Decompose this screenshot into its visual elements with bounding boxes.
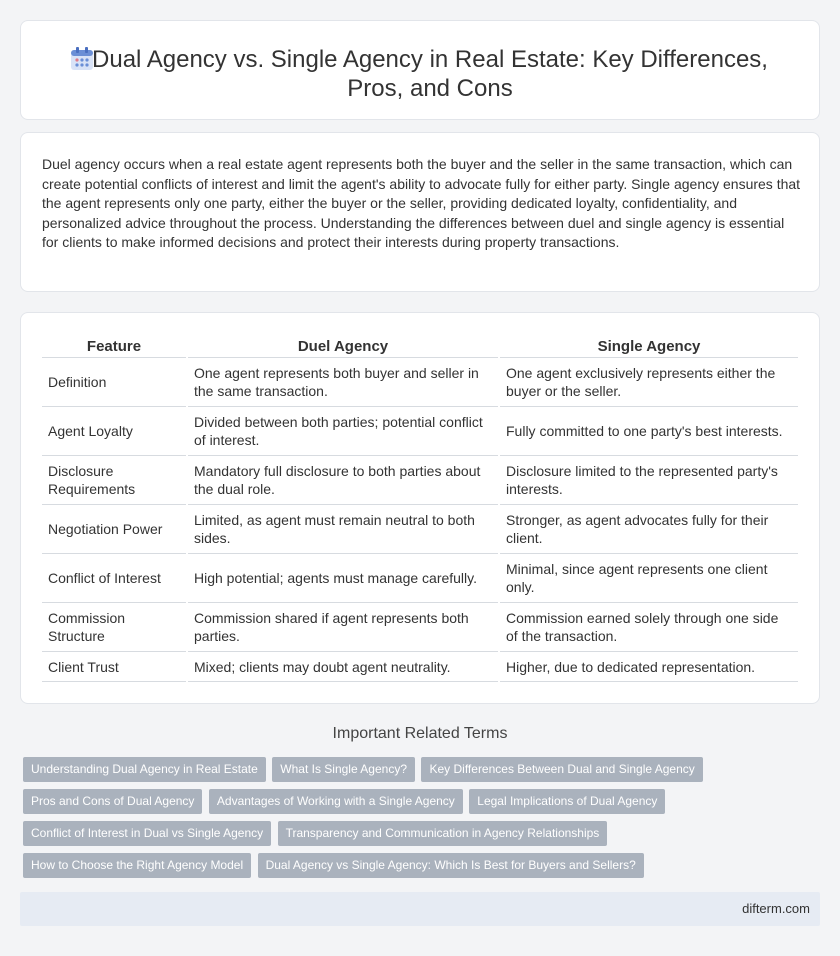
tag-row xyxy=(23,789,813,821)
intro-paragraph: Duel agency occurs when a real estate agent represents both the buyer and the seller in the same transaction, which can create potential conflicts of interest and limit the agent's ability to advocate fully for either party. Single agency ensures that the agent represents only one party, either the buyer or the seller, providing dedicated loyalty, confidentiality, and personalized advice throughout the process. Understanding the differences between duel and single agency is essential for clients to make informed decisions and protect their interests during property transactions. xyxy=(42,156,801,250)
table-header-row xyxy=(42,333,798,357)
table-cell: High potential; agents must manage carefully. xyxy=(187,553,499,602)
intro-card xyxy=(20,132,820,292)
table-cell: Client Trust xyxy=(42,651,187,681)
table-cell: Commission shared if agent represents both parties. xyxy=(187,602,499,651)
table-cell: Commission earned solely through one side of the transaction. xyxy=(499,602,798,651)
table-row xyxy=(42,602,798,651)
related-terms-list xyxy=(23,757,813,885)
table-row xyxy=(42,357,798,406)
tag-row xyxy=(23,853,813,885)
header-card xyxy=(20,20,820,120)
table-cell: Mandatory full disclosure to both parties about the dual role. xyxy=(187,455,499,504)
related-term-link[interactable]: Legal Implications of Dual Agency xyxy=(469,789,665,814)
header-feature: Feature xyxy=(42,333,187,357)
page-title xyxy=(21,45,819,103)
header-duel-agency: Duel Agency xyxy=(187,333,499,357)
table-cell: Definition xyxy=(42,357,187,406)
related-term-link[interactable]: Understanding Dual Agency in Real Estate xyxy=(23,757,266,782)
table-cell: Divided between both parties; potential conflict of interest. xyxy=(187,406,499,455)
related-term-link[interactable]: Transparency and Communication in Agency Relationships xyxy=(278,821,608,846)
related-term-link[interactable]: What Is Single Agency? xyxy=(272,757,415,782)
table-cell: One agent represents both buyer and seller in the same transaction. xyxy=(187,357,499,406)
table-cell: Higher, due to dedicated representation. xyxy=(499,651,798,681)
table-row xyxy=(42,406,798,455)
table-row xyxy=(42,553,798,602)
related-term-link[interactable]: Dual Agency vs Single Agency: Which Is Best for Buyers and Sellers? xyxy=(258,853,644,878)
tag-row xyxy=(23,821,813,853)
related-term-link[interactable]: How to Choose the Right Agency Model xyxy=(23,853,251,878)
table-cell: Agent Loyalty xyxy=(42,406,187,455)
table-cell: Stronger, as agent advocates fully for their client. xyxy=(499,504,798,553)
page-title-text: Dual Agency vs. Single Agency in Real Estate: Key Differences, Pros, and Cons xyxy=(92,46,768,102)
table-cell: Mixed; clients may doubt agent neutrality. xyxy=(187,651,499,681)
comparison-card xyxy=(20,312,820,704)
tag-row xyxy=(23,757,813,789)
table-row xyxy=(42,504,798,553)
comparison-table xyxy=(42,333,798,682)
table-row xyxy=(42,651,798,681)
table-cell: Negotiation Power xyxy=(42,504,187,553)
table-cell: Disclosure limited to the represented party's interests. xyxy=(499,455,798,504)
related-term-link[interactable]: Conflict of Interest in Dual vs Single Agency xyxy=(23,821,271,846)
table-cell: Minimal, since agent represents one client only. xyxy=(499,553,798,602)
table-cell: Fully committed to one party's best interests. xyxy=(499,406,798,455)
table-cell: Conflict of Interest xyxy=(42,553,187,602)
footer xyxy=(20,892,820,926)
related-term-link[interactable]: Key Differences Between Dual and Single Agency xyxy=(421,757,702,782)
related-terms-heading: Important Related Terms xyxy=(332,725,508,742)
footer-site-link[interactable]: difterm.com xyxy=(742,901,810,916)
related-term-link[interactable]: Pros and Cons of Dual Agency xyxy=(23,789,202,814)
table-cell: Commission Structure xyxy=(42,602,187,651)
table-row xyxy=(42,455,798,504)
header-single-agency: Single Agency xyxy=(499,333,798,357)
table-cell: One agent exclusively represents either the buyer or the seller. xyxy=(499,357,798,406)
table-cell: Disclosure Requirements xyxy=(42,455,187,504)
table-cell: Limited, as agent must remain neutral to both sides. xyxy=(187,504,499,553)
related-term-link[interactable]: Advantages of Working with a Single Agency xyxy=(209,789,463,814)
